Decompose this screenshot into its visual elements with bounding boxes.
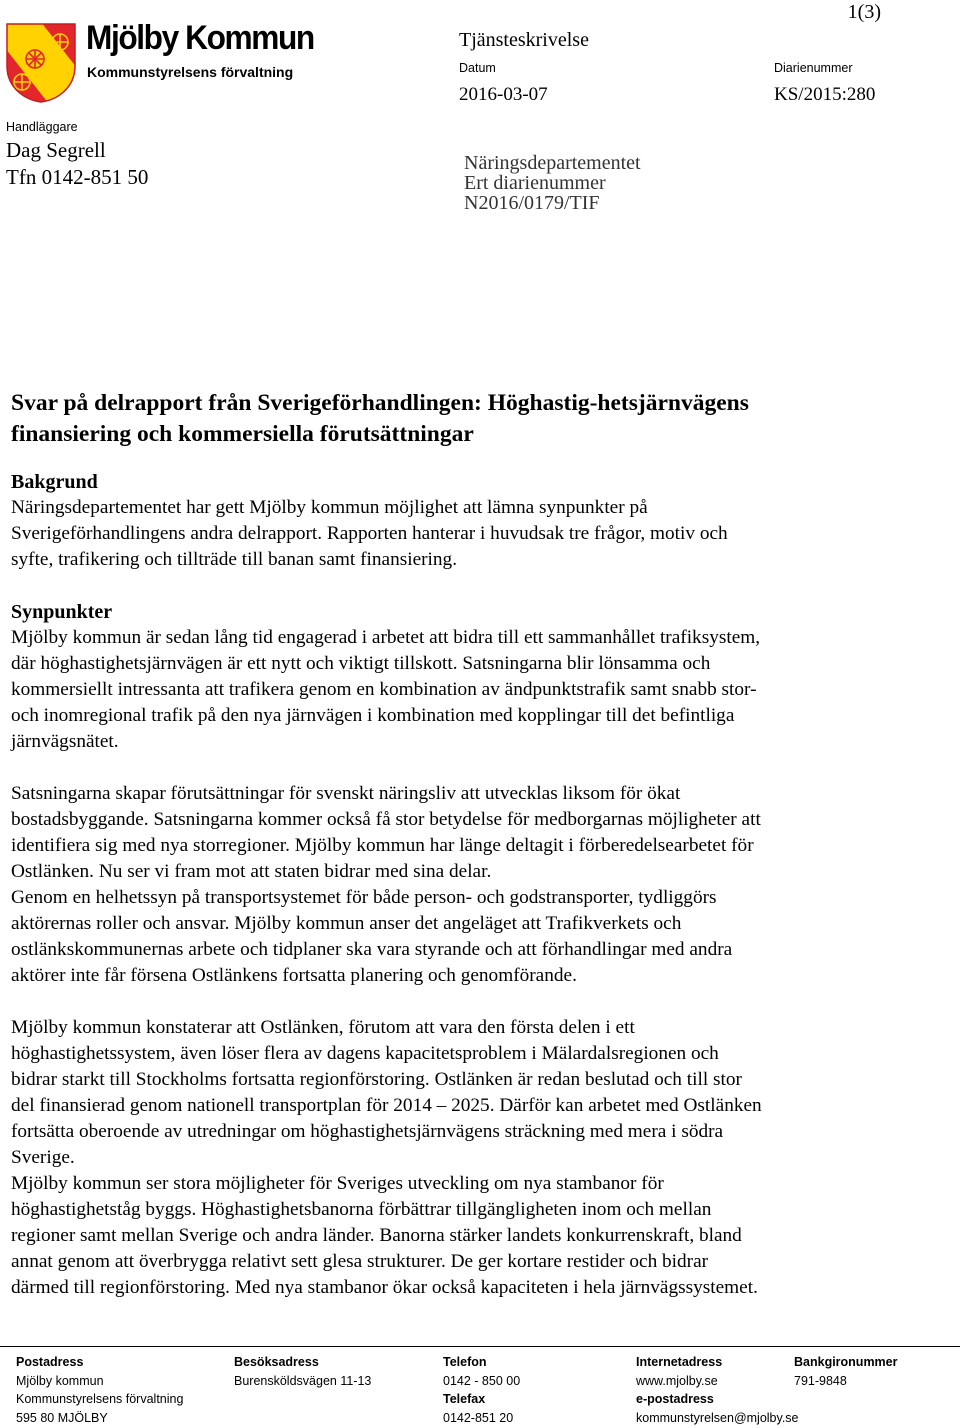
recipient-line: Ert diarienummer (464, 172, 606, 194)
section-heading-synpunkter: Synpunkter (11, 601, 113, 623)
text-line: aktörernas roller och ansvar. Mjölby kommun anser det angeläget att Trafikverkets och (11, 913, 682, 934)
registry-number-value: KS/2015:280 (774, 84, 876, 105)
text-line: regioner samt mellan Sverige och andra länder. Banorna stärker landets konkurrenskraft, bland (11, 1225, 742, 1246)
text-line: och inomregional trafik på den nya järnvägen i kombination med kopplingar till det befintliga (11, 705, 735, 726)
document-title (11, 388, 901, 450)
footer-email-link[interactable]: kommunstyrelsen@mjolby.se (636, 1411, 799, 1426)
case-officer-name: Dag Segrell (6, 138, 106, 162)
footer-label: Telefon (443, 1355, 487, 1369)
title-line: finansiering och kommersiella förutsättningar (11, 421, 474, 447)
text-line: järnvägsnätet. (11, 731, 119, 752)
text-line: Näringsdepartementet har gett Mjölby kommun möjlighet att lämna synpunkter på (11, 497, 648, 518)
text-line: Genom en helhetssyn på transportsystemet för både person- och godstransporter, tydliggörs (11, 887, 717, 908)
date-value: 2016-03-07 (459, 84, 548, 105)
text-line: där höghastighetsjärnvägen är ett nytt och viktigt tillskott. Satsningarna blir lönsamma och (11, 653, 711, 674)
organization-department: Kommunstyrelsens förvaltning (87, 64, 294, 80)
footer-label: Postadress (16, 1355, 84, 1369)
document-type: Tjänsteskrivelse (459, 29, 589, 51)
paragraph-synpunkter-1 (11, 625, 901, 755)
footer-label: Besöksadress (234, 1355, 319, 1369)
recipient-block (464, 153, 641, 213)
section-heading-bakgrund: Bakgrund (11, 471, 98, 493)
date-label: Datum (459, 61, 496, 75)
document-body (11, 388, 901, 1301)
footer-divider (0, 1346, 960, 1347)
footer-web (636, 1353, 799, 1428)
organization-name: Mjölby Kommun (86, 19, 314, 57)
footer-bankgiro (794, 1353, 898, 1390)
registry-number-label: Diarienummer (774, 61, 853, 75)
title-line: Svar på delrapport från Sverigeförhandlingen: Höghastig-hetsjärnvägens (11, 390, 749, 416)
footer-label: e-postadress (636, 1392, 714, 1407)
footer-value: 595 80 MJÖLBY (16, 1411, 108, 1426)
case-officer-label: Handläggare (6, 120, 78, 134)
text-line: syfte, trafikering och tillträde till banan samt finansiering. (11, 549, 458, 570)
text-line: del finansierad genom nationell transportplan för 2014 – 2025. Därför kan arbetet med Ostlänken (11, 1095, 762, 1116)
text-line: aktörer inte får försena Ostlänkens fortsatta planering och genomförande. (11, 965, 577, 986)
footer-value: Burensköldsvägen 11-13 (234, 1373, 372, 1388)
footer-value: 0142 - 850 00 (443, 1373, 521, 1388)
case-officer-phone: Tfn 0142-851 50 (6, 165, 149, 189)
text-line: Sverige. (11, 1147, 75, 1168)
text-line: ostlänkskommunernas arbete och tidplaner ska vara styrande och att förhandlingar med andra (11, 939, 733, 960)
footer-website-link[interactable]: www.mjolby.se (636, 1373, 718, 1388)
text-line: Mjölby kommun konstaterar att Ostlänken, förutom att vara den första delen i ett (11, 1017, 635, 1038)
footer-visiting-address (234, 1353, 371, 1390)
footer-value: 0142-851 20 (443, 1411, 514, 1426)
paragraph-synpunkter-2 (11, 781, 901, 989)
text-line: Ostlänken. Nu ser vi fram mot att staten bidrar med sina delar. (11, 861, 492, 882)
footer-label: Telefax (443, 1392, 486, 1407)
text-line: Mjölby kommun ser stora möjligheter för Sveriges utveckling om nya stambanor för (11, 1173, 664, 1194)
page-number: 1(3) (847, 1, 881, 23)
text-line: Mjölby kommun är sedan lång tid engagerad i arbetet att bidra till ett sammanhållet trafiksystem, (11, 627, 761, 648)
text-line: höghastighetståg byggs. Höghastighetsbanorna förbättrar tillgängligheten inom och mellan (11, 1199, 712, 1220)
footer-label: Internetadress (636, 1355, 723, 1369)
text-line: kommersiellt intressanta att trafikera genom en kombination av ändpunktstrafik samt snabb stor- (11, 679, 757, 700)
footer-value: 791-9848 (794, 1373, 847, 1388)
recipient-line: N2016/0179/TIF (464, 192, 600, 214)
text-line: bidrar starkt till Stockholms fortsatta regionförstoring. Ostlänken är redan beslutad och till stor (11, 1069, 742, 1090)
recipient-line: Näringsdepartementet (464, 152, 641, 174)
municipality-shield-logo (5, 22, 77, 104)
paragraph-bakgrund (11, 495, 901, 573)
text-line: identifiera sig med nya storregioner. Mjölby kommun har länge deltagit i förberedelsearbetet för (11, 835, 754, 856)
footer-label: Bankgironummer (794, 1355, 898, 1369)
footer-value: Kommunstyrelsens förvaltning (16, 1392, 184, 1407)
paragraph-synpunkter-3 (11, 1015, 901, 1301)
text-line: Satsningarna skapar förutsättningar för svenskt näringsliv att utvecklas liksom för ökat (11, 783, 681, 804)
text-line: därmed till regionförstoring. Med nya stambanor ökar också kapaciteten i hela järnvägssystemet. (11, 1277, 758, 1298)
text-line: fortsätta oberoende av utredningar om höghastighetsjärnvägens sträckning med mera i södra (11, 1121, 724, 1142)
footer-phone (443, 1353, 520, 1428)
footer-postal-address (16, 1353, 183, 1428)
text-line: Sverigeförhandlingens andra delrapport. Rapporten hanterar i huvudsak tre frågor, motiv och (11, 523, 728, 544)
text-line: höghastighetssystem, även löser flera av dagens kapacitetsproblem i Mälardalsregionen och (11, 1043, 719, 1064)
footer-value: Mjölby kommun (16, 1373, 104, 1388)
text-line: bostadsbyggande. Satsningarna kommer också få stor betydelse för medborgarnas möjligheter att (11, 809, 761, 830)
text-line: annat genom att överbrygga relativt sett glesa strukturer. De ger kortare restider och bidrar (11, 1251, 709, 1272)
